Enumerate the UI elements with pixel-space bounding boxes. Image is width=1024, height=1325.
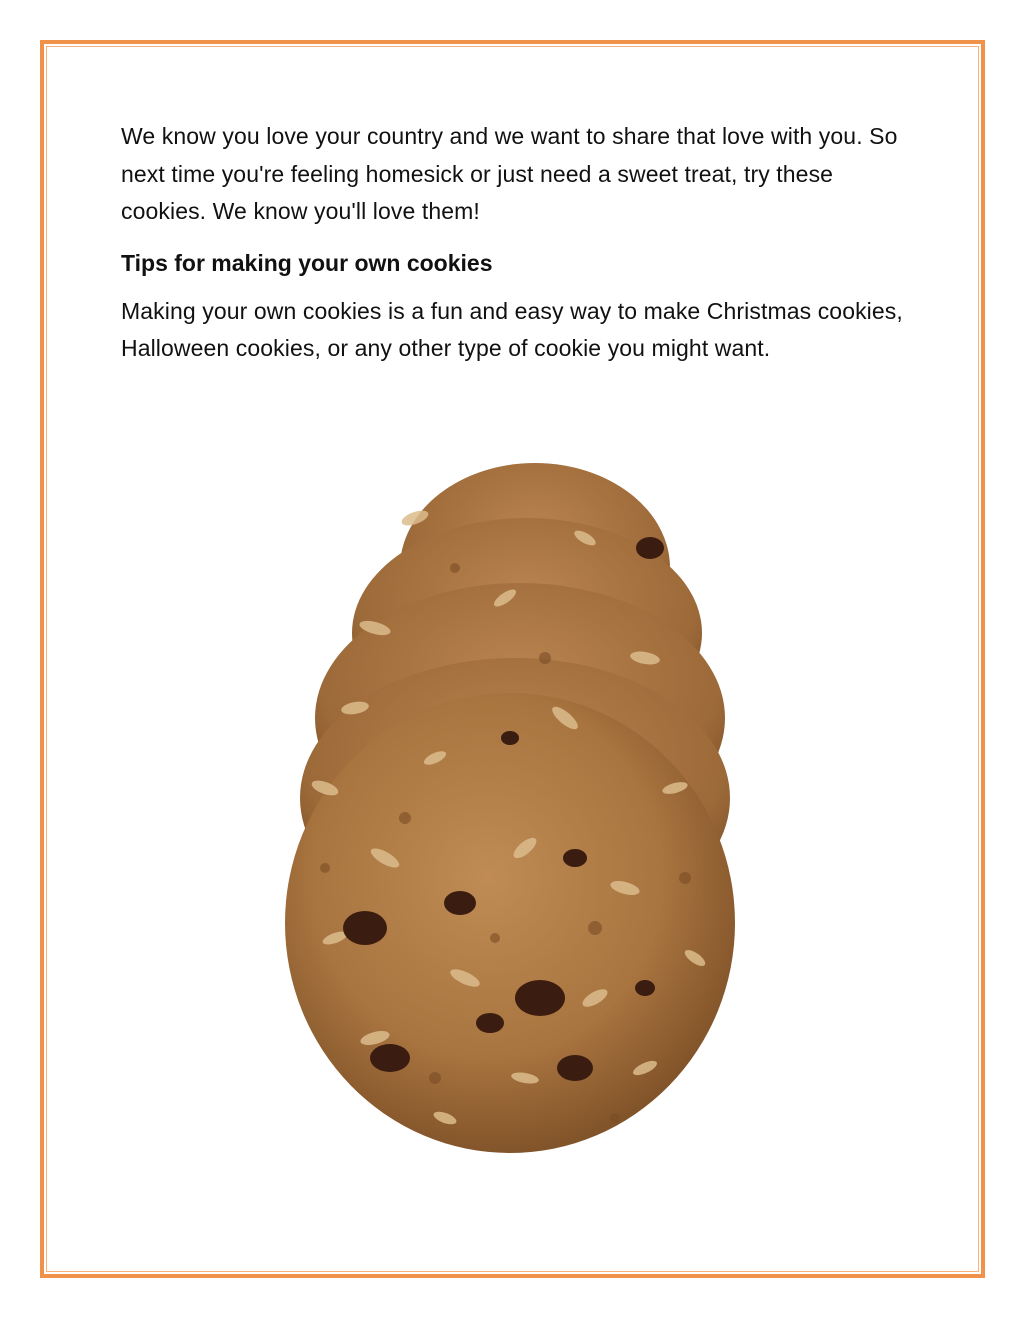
cookie-stack-image <box>265 458 765 1158</box>
section-heading: Tips for making your own cookies <box>121 249 493 276</box>
section-paragraph: Making your own cookies is a fun and easy way to make Christmas cookies, Halloween cookies, or any other type of cookie you might want. <box>121 297 903 361</box>
intro-paragraph: We know you love your country and we want to share that love with you. So next time you're feeling homesick or just need a sweet treat, try these cookies. We know you'll love them! <box>121 123 898 224</box>
document-content <box>121 118 911 368</box>
